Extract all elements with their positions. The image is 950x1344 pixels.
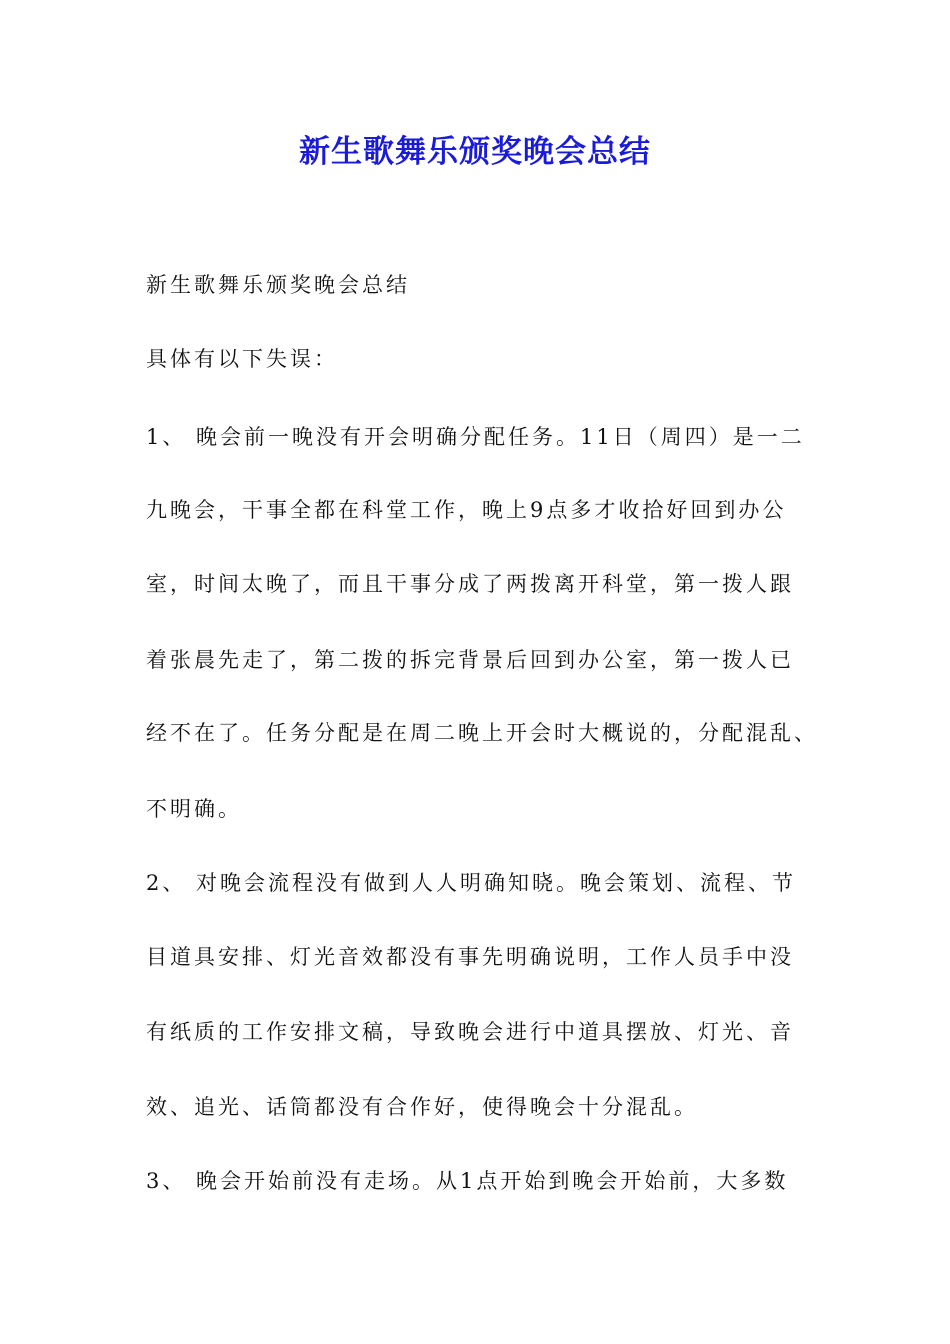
body-line-5: 室，时间太晚了，而且干事分成了两拨离开科堂，第一拨人跟 [146,572,794,596]
body-line-11: 有纸质的工作安排文稿，导致晚会进行中道具摆放、灯光、音 [146,1020,794,1044]
body-line-10: 目道具安排、灯光音效都没有事先明确说明，工作人员手中没 [146,945,794,969]
body-line-9: 2、 对晚会流程没有做到人人明确知晓。晚会策划、流程、节 [146,871,797,895]
body-line-4: 九晚会，干事全都在科堂工作，晚上9点多才收拾好回到办公 [146,498,787,522]
body-line-1: 新生歌舞乐颁奖晚会总结 [146,273,410,297]
body-line-2: 具体有以下失误： [146,347,338,371]
body-line-12: 效、追光、话筒都没有合作好，使得晚会十分混乱。 [146,1095,698,1119]
body-line-7: 经不在了。任务分配是在周二晚上开会时大概说的，分配混乱、 [146,721,818,745]
body-line-13: 3、 晚会开始前没有走场。从1点开始到晚会开始前，大多数 [146,1169,789,1193]
body-line-6: 着张晨先走了，第二拨的拆完背景后回到办公室，第一拨人已 [146,648,794,672]
body-line-3: 1、 晚会前一晚没有开会明确分配任务。11日（周四）是一二 [146,425,805,449]
body-line-8: 不明确。 [146,797,242,821]
document-title: 新生歌舞乐颁奖晚会总结 [299,134,651,170]
